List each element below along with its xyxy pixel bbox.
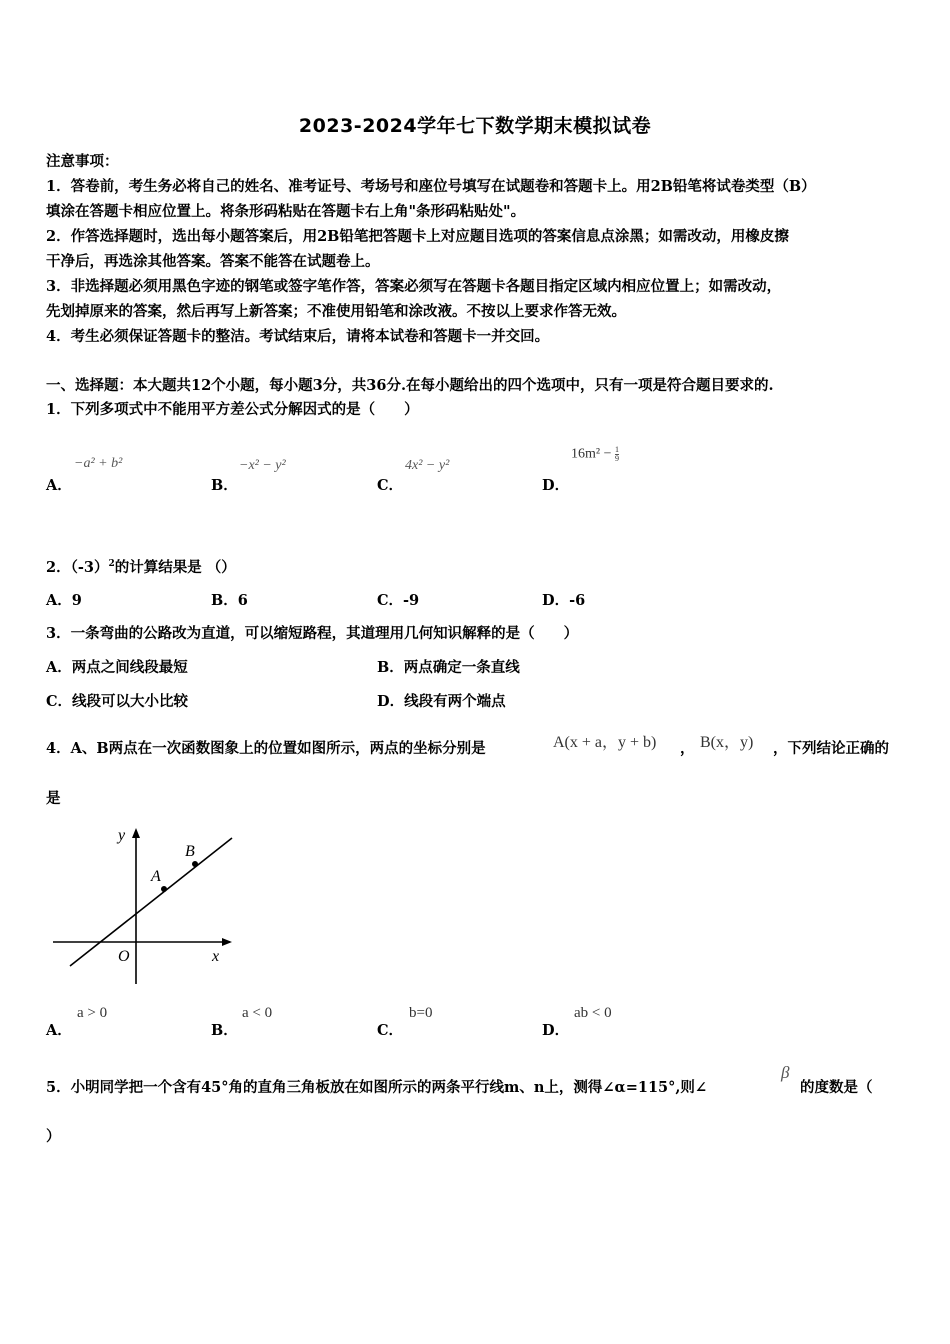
notice-line: 2．作答选择题时，选出每小题答案后，用2B铅笔把答题卡上对应题目选项的答案信息点涂黑；如需改动，用橡皮擦: [46, 228, 789, 245]
q2-option-a[interactable]: A．9: [46, 592, 82, 609]
question-2-stem: 2．$(-3)^2$的计算结果是 （）: [46, 558, 236, 576]
q2-option-b[interactable]: B．6: [211, 592, 248, 609]
fraction-denominator: 9: [614, 454, 619, 463]
y-axis-arrow-icon: [132, 828, 140, 838]
q4-option-c-label[interactable]: C．: [377, 1022, 404, 1039]
origin-label: O: [118, 948, 130, 965]
linear-function-graph: [50, 826, 235, 988]
q1-option-c-label[interactable]: C．: [377, 477, 404, 494]
notice-line: 先划掉原来的答案，然后再写上新答案；不准使用铅笔和涂改液。不按以上要求作答无效。: [46, 303, 626, 320]
q1-option-d-label[interactable]: D．: [542, 477, 570, 494]
question-4-stem-suffix: ，下列结论正确的: [773, 740, 889, 757]
q4-option-a-label[interactable]: A．: [46, 1022, 72, 1039]
question-4-stem-line2: 是: [46, 790, 61, 807]
q3-option-a[interactable]: A．两点之间线段最短: [46, 659, 188, 676]
function-line: [70, 838, 232, 966]
q1-option-d-expr: 16m² − $\frac{1}{9}$: [571, 445, 619, 463]
question-5-stem-suffix: 的度数是（: [800, 1079, 873, 1096]
q1-option-a-expr: −a² + b²: [74, 456, 123, 471]
page-title: 2023-2024学年七下数学期末模拟试卷: [298, 115, 652, 137]
q4-option-d-label[interactable]: D．: [542, 1022, 570, 1039]
q3-option-d[interactable]: D．线段有两个端点: [377, 693, 506, 710]
q2-option-c[interactable]: C．-9: [377, 592, 420, 609]
question-4-stem-prefix: 4．A、B两点在一次函数图象上的位置如图所示，两点的坐标分别是: [46, 740, 486, 757]
q4-option-c-expr: b=0: [409, 1005, 433, 1021]
point-a: [161, 886, 167, 892]
section-heading: 一、选择题：本大题共12个小题，每小题3分，共36分.在每小题给出的四个选项中，只有一项是符合题目要求的.: [46, 377, 774, 394]
q1-option-c-expr: 4x² − y²: [405, 458, 450, 473]
q3-option-c[interactable]: C．线段可以大小比较: [46, 693, 189, 710]
q4-option-b-label[interactable]: B．: [211, 1022, 238, 1039]
q4-separator: ，: [680, 740, 695, 757]
y-axis-label: y: [118, 827, 126, 844]
question-3-stem: 3．一条弯曲的公路改为直道，可以缩短路程，其道理用几何知识解释的是（ ）: [46, 625, 579, 642]
q1-option-b-expr: −x² − y²: [239, 458, 286, 473]
notice-line: 1．答卷前，考生务必将自己的姓名、准考证号、考场号和座位号填写在试题卷和答题卡上。用2B铅笔将试卷类型（B）: [46, 178, 816, 195]
question-5-stem-prefix: 5．小明同学把一个含有45°角的直角三角板放在如图所示的两条平行线m、n上，测得∠α=115°,则∠: [46, 1079, 708, 1096]
q4-option-d-expr: ab < 0: [574, 1005, 612, 1021]
q4-coord-a: A(x + a，y + b): [553, 734, 657, 751]
q4-option-b-expr: a < 0: [242, 1005, 273, 1021]
question-5-stem-line2: ）: [46, 1128, 61, 1145]
point-b-label: B: [185, 843, 195, 860]
q4-coord-b: B(x，y): [700, 734, 754, 751]
q3-option-b[interactable]: B．两点确定一条直线: [377, 659, 520, 676]
q2-option-d[interactable]: D．-6: [542, 592, 586, 609]
q4-option-a-expr: a > 0: [77, 1005, 108, 1021]
q1-option-a-label[interactable]: A．: [46, 477, 72, 494]
notice-line: 填涂在答题卡相应位置上。将条形码粘贴在答题卡右上角"条形码粘贴处"。: [46, 203, 526, 220]
q5-beta: β: [781, 1063, 790, 1082]
point-b: [192, 861, 198, 867]
notice-line: 4．考生必须保证答题卡的整洁。考试结束后，请将本试卷和答题卡一并交回。: [46, 328, 550, 345]
notice-line: 3．非选择题必须用黑色字迹的钢笔或签字笔作答，答案必须写在答题卡各题目指定区域内相应位置上；如需改动，: [46, 278, 782, 295]
x-axis-arrow-icon: [222, 938, 232, 946]
notice-heading: 注意事项：: [46, 153, 119, 170]
q1-option-b-label[interactable]: B．: [211, 477, 238, 494]
point-a-label: A: [151, 868, 161, 885]
fraction-numerator: 1: [614, 445, 619, 454]
x-axis-label: x: [212, 948, 220, 965]
notice-line: 干净后，再选涂其他答案。答案不能答在试题卷上。: [46, 253, 380, 270]
question-1-stem: 1．下列多项式中不能用平方差公式分解因式的是（ ）: [46, 401, 419, 418]
